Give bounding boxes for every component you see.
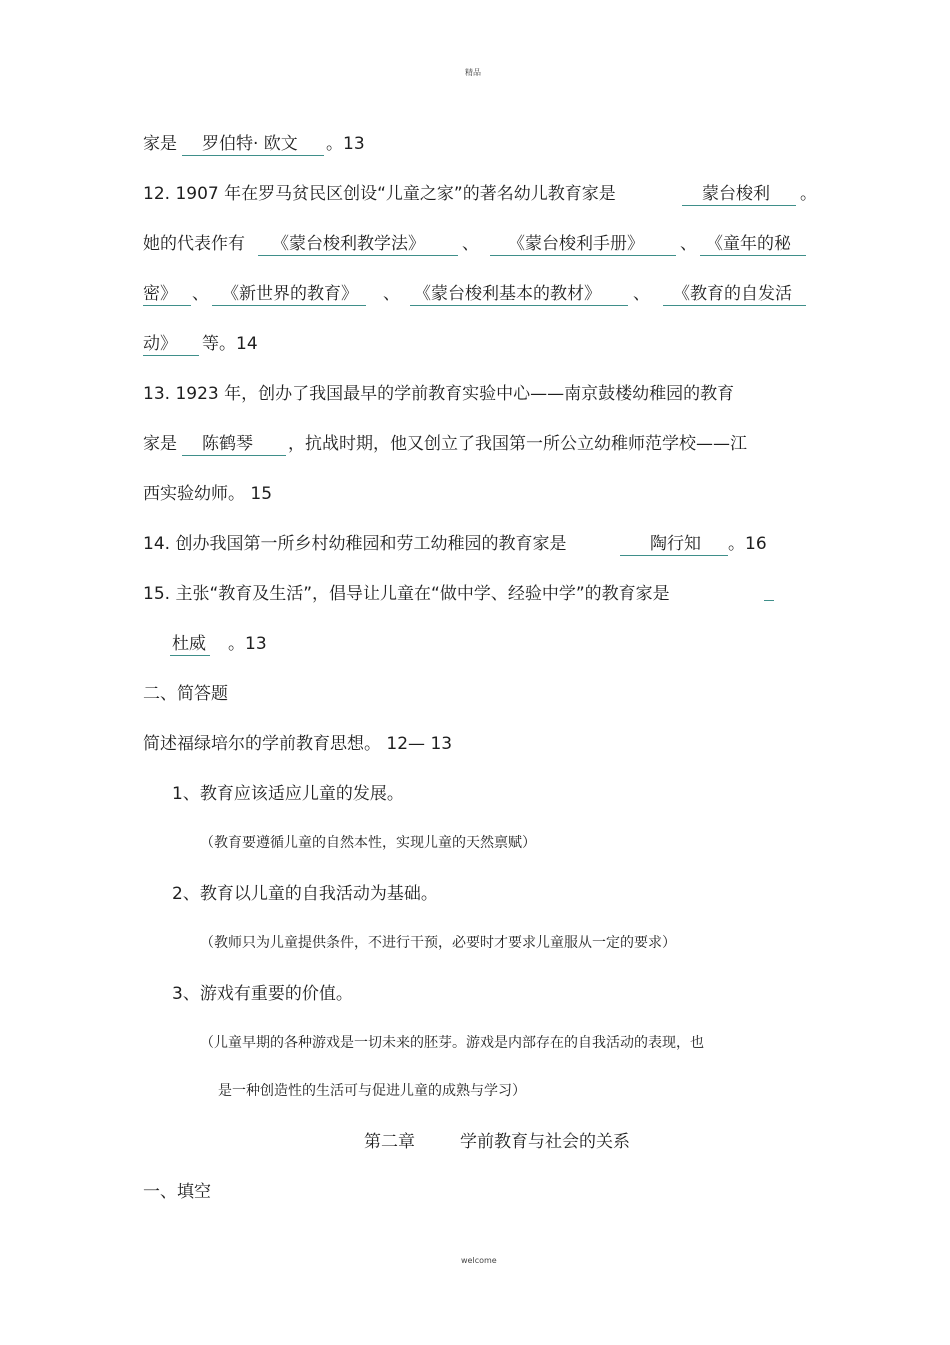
question-13-rest: ，抗战时期，他又创立了我国第一所公立幼稚师范学校——江 bbox=[288, 434, 747, 454]
work-6b: 动》 bbox=[143, 334, 177, 354]
question-14-suffix: 。16 bbox=[728, 534, 767, 554]
work-3a: 《童年的秘 bbox=[706, 234, 791, 254]
point-3: 3、游戏有重要的价值。 bbox=[172, 984, 353, 1004]
line-11-suffix: 。13 bbox=[326, 134, 365, 154]
point-3-note-line-2: 是一种创造性的生活可与促进儿童的成熟与学习） bbox=[218, 1083, 526, 1099]
works-blank-3 bbox=[700, 255, 806, 256]
works-prefix: 她的代表作有 bbox=[143, 234, 245, 254]
sep-4: 、 bbox=[383, 284, 400, 304]
question-12-end: 。 bbox=[800, 184, 817, 204]
point-1: 1、教育应该适应儿童的发展。 bbox=[172, 784, 404, 804]
answer-14: 陶行知 bbox=[650, 534, 701, 554]
question-12-text: 12. 1907 年在罗马贫民区创设“儿童之家”的著名幼儿教育家是 bbox=[143, 184, 616, 204]
works-blank-2 bbox=[490, 255, 676, 256]
work-1: 《蒙台梭利教学法》 bbox=[272, 234, 425, 254]
works-blank-6b bbox=[143, 355, 199, 356]
work-3b: 密》 bbox=[143, 284, 177, 304]
question-15-suffix: 。13 bbox=[228, 634, 267, 654]
answer-blank-11 bbox=[182, 155, 324, 156]
work-2: 《蒙台梭利手册》 bbox=[508, 234, 644, 254]
section-heading-short-answer: 二、简答题 bbox=[143, 684, 228, 704]
answer-15: 杜威 bbox=[172, 634, 206, 654]
work-4: 《新世界的教育》 bbox=[222, 284, 358, 304]
point-2: 2、教育以儿童的自我活动为基础。 bbox=[172, 884, 438, 904]
section-heading-fill-in: 一、填空 bbox=[143, 1182, 211, 1202]
answer-blank-13 bbox=[182, 455, 286, 456]
answer-blank-15a bbox=[764, 600, 774, 601]
chapter-number: 第二章 bbox=[364, 1132, 415, 1152]
sep-5: 、 bbox=[633, 284, 650, 304]
question-13-prefix: 家是 bbox=[143, 434, 177, 454]
answer-13: 陈鹤琴 bbox=[202, 434, 253, 454]
question-15-text: 15. 主张“教育及生活”，倡导让儿童在“做中学、经验中学”的教育家是 bbox=[143, 584, 670, 604]
sep-1: 、 bbox=[462, 234, 479, 254]
point-2-note: （教师只为儿童提供条件，不进行干预，必要时才要求儿童服从一定的要求） bbox=[200, 935, 676, 951]
answer-blank-15b bbox=[170, 655, 210, 656]
question-13-line-1: 13. 1923 年，创办了我国最早的学前教育实验中心——南京鼓楼幼稚园的教育 bbox=[143, 384, 735, 404]
short-answer-question: 简述福绿培尔的学前教育思想。 12— 13 bbox=[143, 734, 453, 754]
works-blank-6 bbox=[663, 305, 806, 306]
works-suffix: 等。14 bbox=[202, 334, 258, 354]
chapter-title: 学前教育与社会的关系 bbox=[460, 1132, 630, 1152]
works-blank-5 bbox=[410, 305, 628, 306]
works-blank-4 bbox=[212, 305, 366, 306]
line-11-cont-prefix: 家是 bbox=[143, 134, 177, 154]
page-footer: welcome bbox=[461, 1256, 497, 1265]
works-blank-3b bbox=[143, 305, 191, 306]
work-5: 《蒙台梭利基本的教材》 bbox=[414, 284, 601, 304]
page-header: 精品 bbox=[465, 68, 481, 77]
answer-blank-14 bbox=[620, 555, 728, 556]
point-1-note: （教育要遵循儿童的自然本性，实现儿童的天然禀赋） bbox=[200, 835, 536, 851]
sep-2: 、 bbox=[680, 234, 697, 254]
answer-blank-12 bbox=[682, 205, 796, 206]
question-14-text: 14. 创办我国第一所乡村幼稚园和劳工幼稚园的教育家是 bbox=[143, 534, 567, 554]
answer-12: 蒙台梭利 bbox=[702, 184, 770, 204]
work-6a: 《教育的自发活 bbox=[673, 284, 792, 304]
question-13-line-3: 西实验幼师。 15 bbox=[143, 484, 273, 504]
works-blank-1 bbox=[258, 255, 458, 256]
point-3-note-line-1: （儿童早期的各种游戏是一切未来的胚芽。游戏是内部存在的自我活动的表现，也 bbox=[200, 1035, 704, 1051]
answer-11: 罗伯特· 欧文 bbox=[202, 134, 298, 154]
sep-3: 、 bbox=[192, 284, 209, 304]
